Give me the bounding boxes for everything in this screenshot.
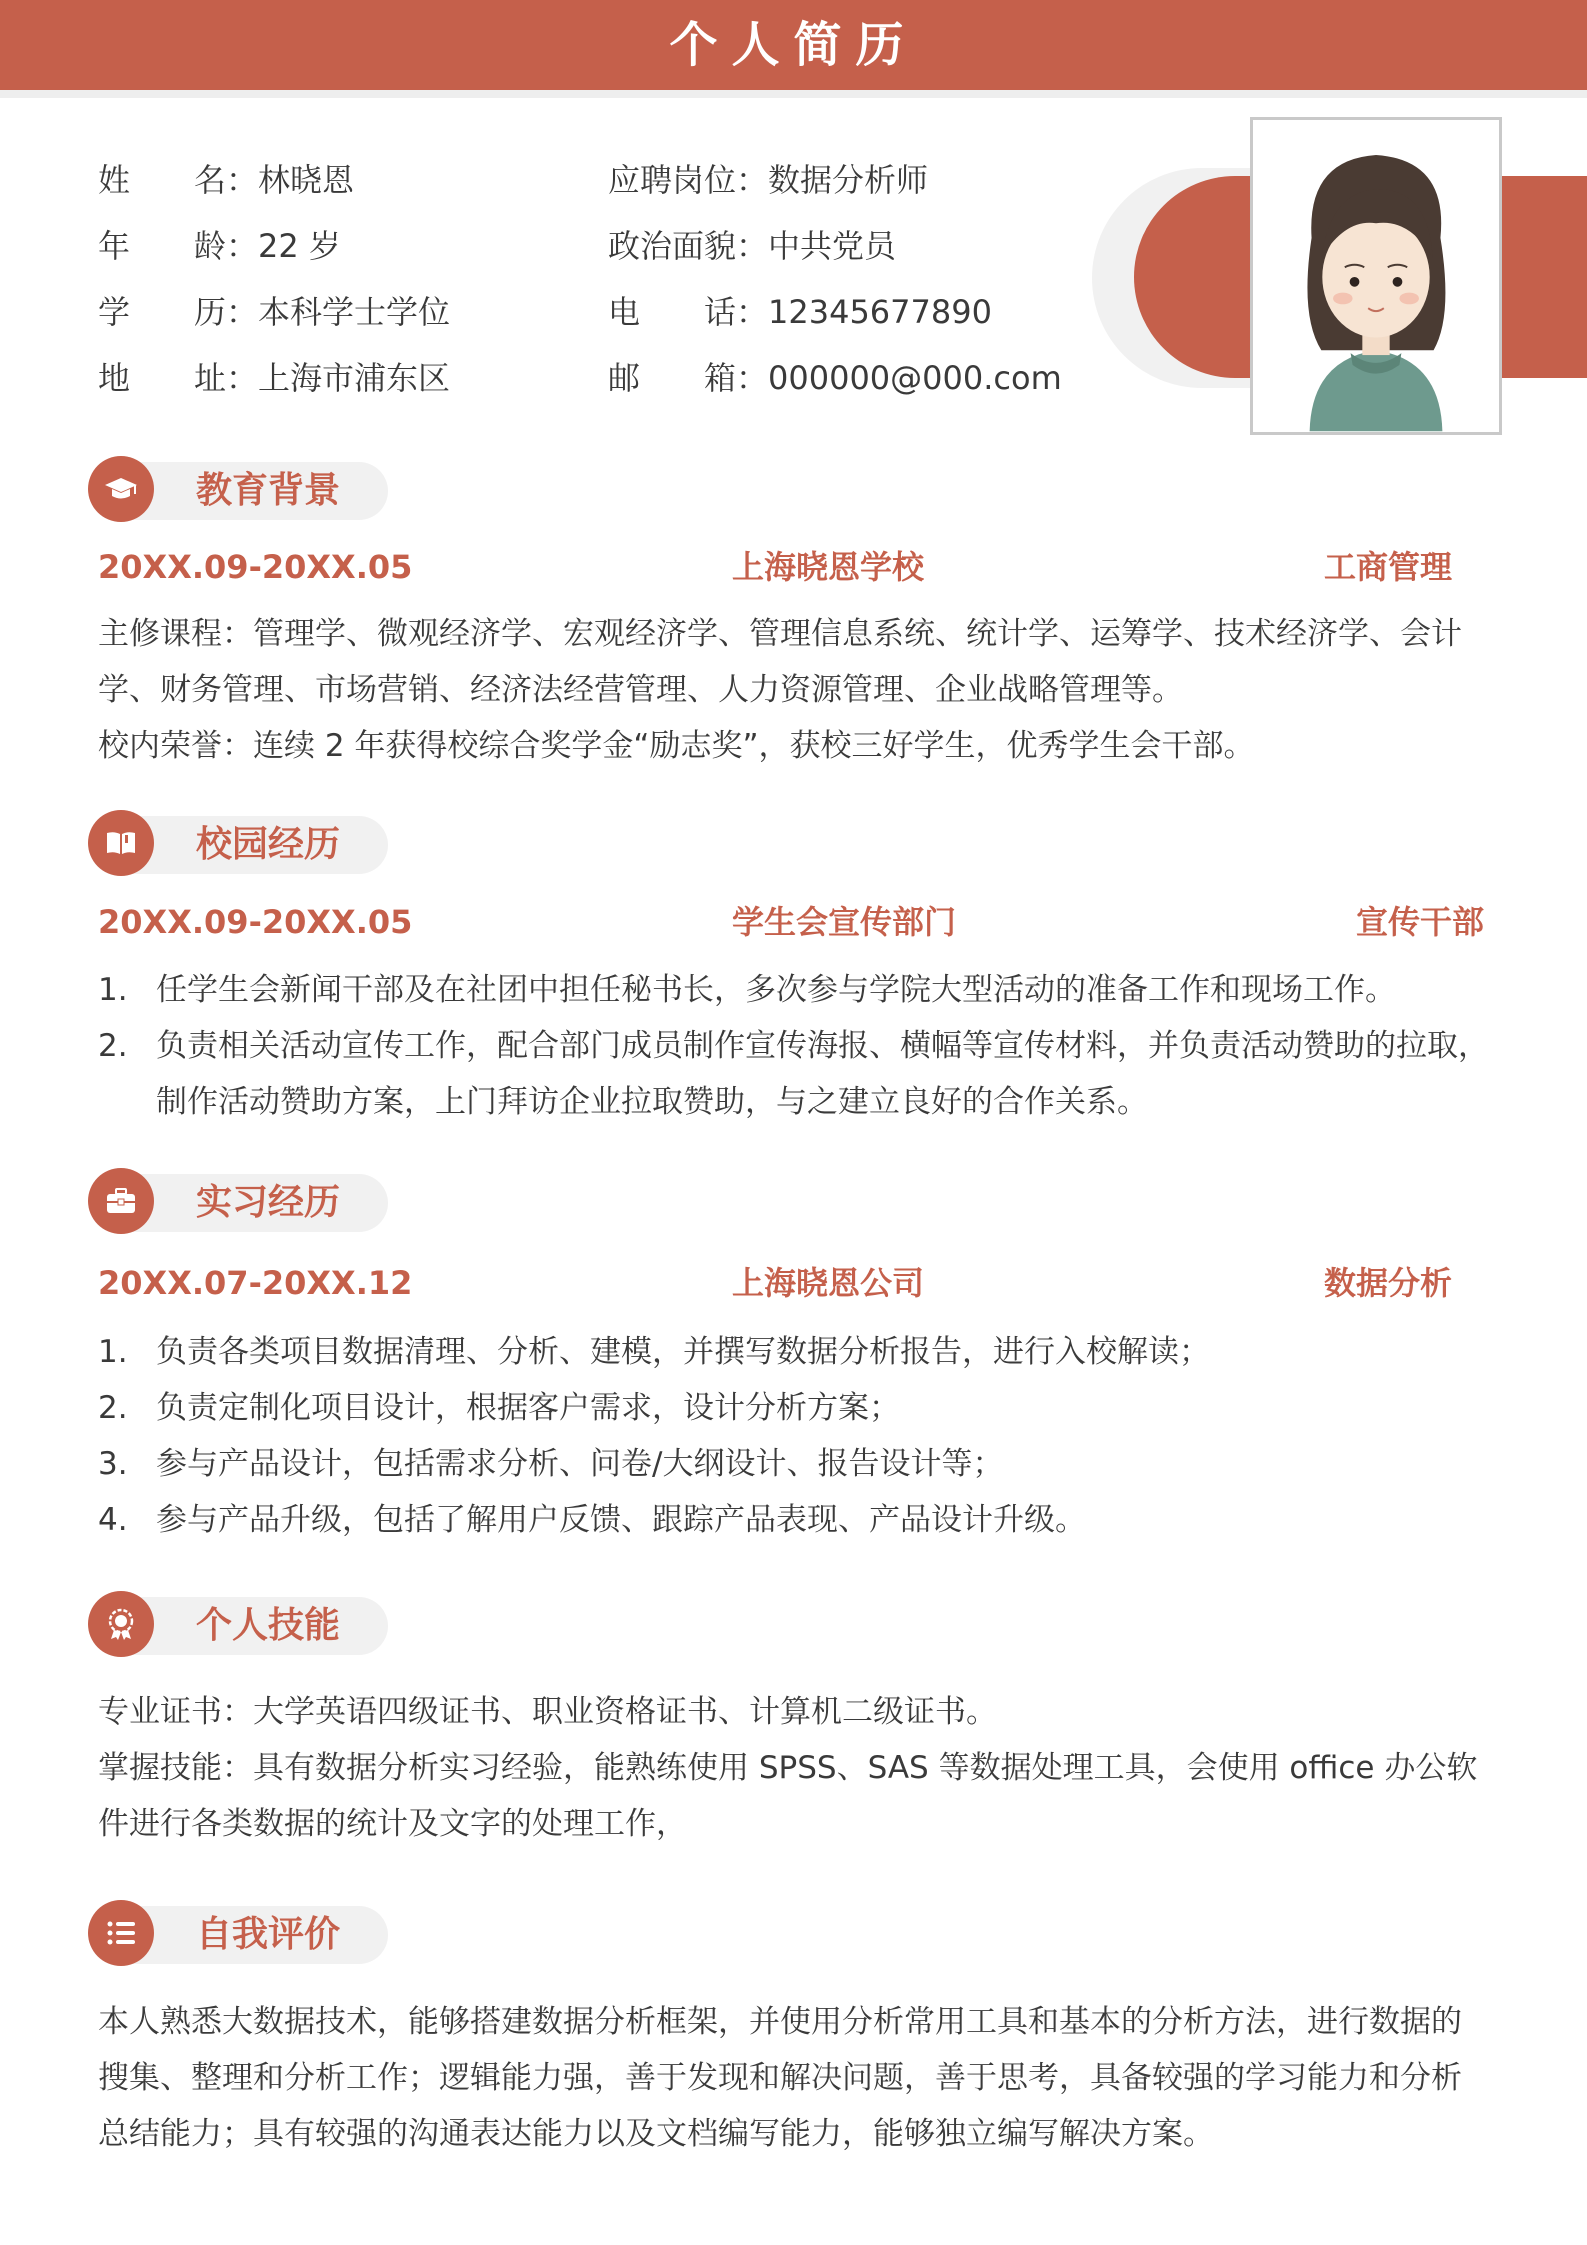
section-header-internship [88,1168,388,1234]
info-name: 姓 名：林晓恩 [98,161,355,199]
education-school: 上海晓恩学校 [732,548,925,586]
info-age: 年 龄：22 岁 [98,227,341,265]
list-icon [103,1915,139,1951]
list-item: 1. 任学生会新闻干部及在社团中担任秘书长，多次参与学院大型活动的准备工作和现场工作。 [98,972,1396,1008]
info-address: 地 址：上海市浦东区 [98,359,451,397]
section-header-education [88,456,388,522]
profile-photo [1250,117,1502,435]
section-title: 个人技能 [196,1605,341,1646]
campus-role: 宣传干部 [1356,903,1485,941]
campus-list [98,962,1498,1130]
section-icon-circle [88,810,154,876]
skills-abilities: 掌握技能：具有数据分析实习经验，能熟练使用 SPSS、SAS 等数据处理工具，会使用 office 办公软件进行各类数据的统计及文字的处理工作， [98,1750,1478,1842]
campus-date: 20XX.09-20XX.05 [98,903,413,941]
internship-role: 数据分析 [1324,1264,1453,1302]
self-eval-paragraph: 本人熟悉大数据技术，能够搭建数据分析框架，并使用分析常用工具和基本的分析方法，进行数据的搜集、整理和分析工作；逻辑能力强，善于发现和解决问题，善于思考，具备较强的学习能力和分析总结能力；具有较强的沟通表达能力以及文档编写能力，能够独立编写解决方案。 [98,2004,1462,2152]
info-phone: 电 话：12345677890 [608,293,992,331]
briefcase-icon [103,1183,139,1219]
header-divider [0,90,1587,98]
info-position: 应聘岗位：数据分析师 [608,161,929,199]
list-item: 3. 参与产品设计，包括需求分析、问卷/大纲设计、报告设计等； [98,1446,1004,1482]
internship-date: 20XX.07-20XX.12 [98,1264,413,1302]
education-details [98,606,1488,774]
award-badge-icon [103,1606,139,1642]
section-icon-circle [88,1168,154,1234]
list-item: 1. 负责各类项目数据清理、分析、建模，并撰写数据分析报告，进行入校解读； [98,1334,1210,1370]
section-icon-circle [88,1900,154,1966]
section-header-skills [88,1591,388,1657]
education-date: 20XX.09-20XX.05 [98,548,413,586]
skills-details [98,1684,1488,1852]
page-title: 个人简历 [669,17,918,73]
book-icon [103,825,139,861]
info-political: 政治面貌：中共党员 [608,227,897,265]
education-major: 工商管理 [1324,548,1453,586]
section-title: 实习经历 [196,1182,341,1223]
education-courses: 主修课程：管理学、微观经济学、宏观经济学、管理信息系统、统计学、运筹学、技术经济学、会计学、财务管理、市场营销、经济法经营管理、人力资源管理、企业战略管理等。 [98,616,1462,708]
section-title: 教育背景 [196,470,341,511]
list-item: 4. 参与产品升级，包括了解用户反馈、跟踪产品表现、产品设计升级。 [98,1502,1086,1538]
internship-company: 上海晓恩公司 [732,1264,925,1302]
internship-list [98,1324,1498,1548]
section-icon-circle [88,1591,154,1657]
section-icon-circle [88,456,154,522]
list-item: 2. 负责定制化项目设计，根据客户需求，设计分析方案； [98,1390,900,1426]
skills-certificates: 专业证书：大学英语四级证书、职业资格证书、计算机二级证书。 [98,1694,997,1730]
avatar-illustration [1253,120,1499,432]
self-eval-text [98,1994,1488,2162]
info-degree: 学 历：本科学士学位 [98,293,451,331]
education-honors: 校内荣誉：连续 2 年获得校综合奖学金“励志奖”，获校三好学生，优秀学生会干部。 [98,728,1255,764]
section-header-campus [88,810,388,876]
section-header-self-eval [88,1900,388,1966]
info-email: 邮 箱：000000@000.com [608,359,1062,397]
campus-org: 学生会宣传部门 [732,903,957,941]
section-title: 自我评价 [196,1914,341,1955]
section-title: 校园经历 [196,824,341,865]
list-item: 2. 负责相关活动宣传工作，配合部门成员制作宣传海报、横幅等宣传材料，并负责活动赞助的拉取，制作活动赞助方案，上门拜访企业拉取赞助，与之建立良好的合作关系。 [98,1028,1489,1120]
graduation-cap-icon [103,471,139,507]
